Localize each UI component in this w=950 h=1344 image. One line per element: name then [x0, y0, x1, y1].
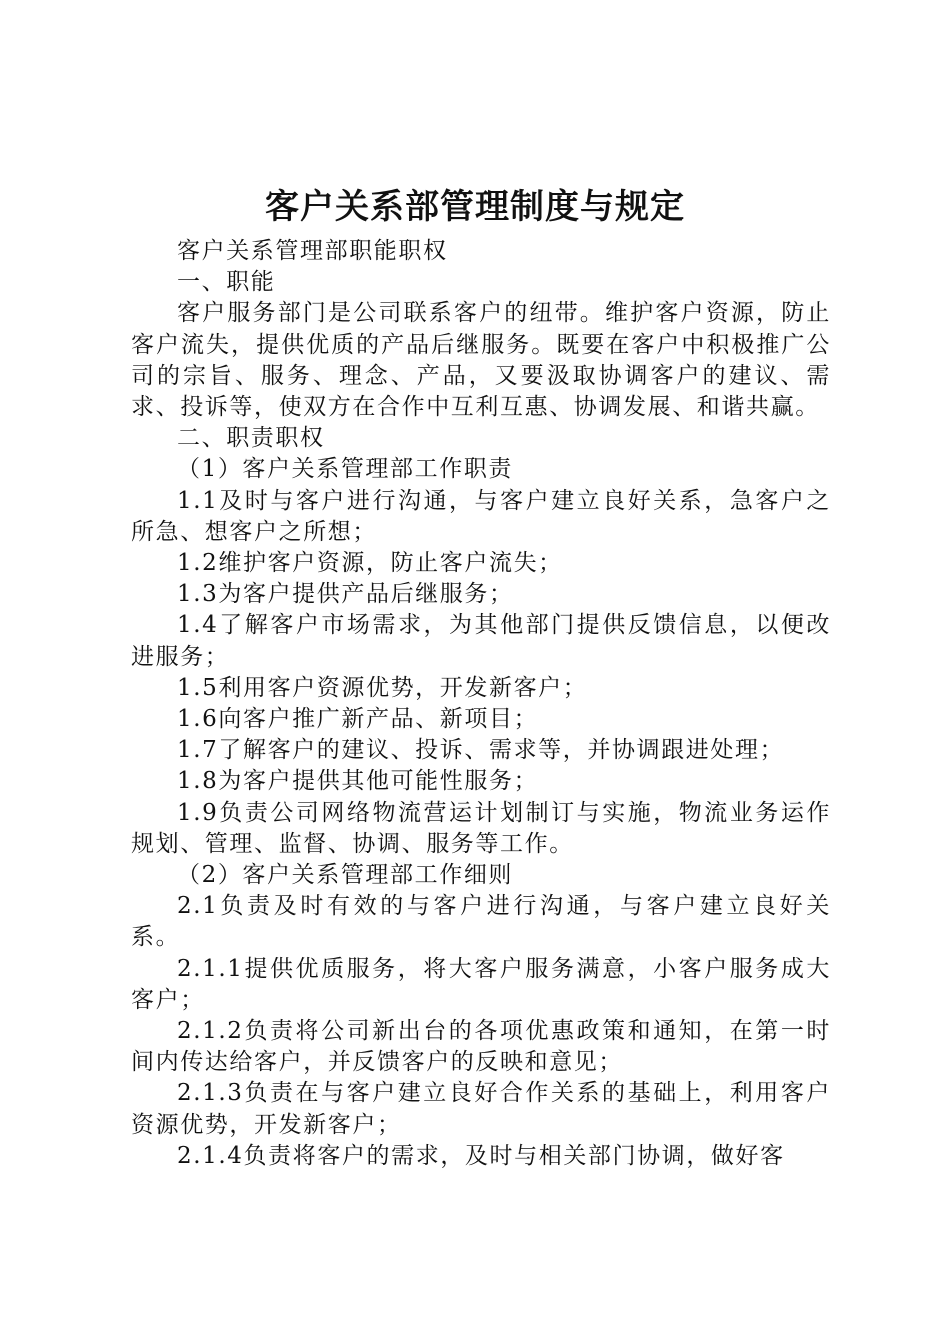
list-item: 2.1.1提供优质服务，将大客户服务满意，小客户服务成大客户； [131, 955, 831, 1013]
list-item: 1.8为客户提供其他可能性服务； [177, 768, 539, 795]
section-heading: 一、职能 [177, 269, 276, 296]
document-title: 客户关系部管理制度与规定 [265, 187, 685, 227]
list-item: 1.5利用客户资源优势，开发新客户； [177, 674, 588, 701]
list-item: 2.1.3负责在与客户建立良好合作关系的基础上，利用客户资源优势，开发新客户； [131, 1080, 831, 1138]
list-item: 1.3为客户提供产品后继服务； [177, 581, 514, 608]
list-item: 1.7了解客户的建议、投诉、需求等，并协调跟进处理； [177, 737, 785, 764]
list-item: 1.2维护客户资源，防止客户流失； [177, 550, 563, 577]
list-item: 2.1负责及时有效的与客户进行沟通，与客户建立良好关系。 [131, 893, 831, 951]
list-item: 1.6向客户推广新产品、新项目； [177, 706, 539, 733]
document-body [131, 236, 831, 1172]
list-item: 1.4了解客户市场需求，为其他部门提供反馈信息，以便改进服务； [131, 612, 831, 670]
list-item: 2.1.4负责将客户的需求，及时与相关部门协调，做好客 [177, 1142, 785, 1169]
subsection-heading: （2）客户关系管理部工作细则 [177, 862, 514, 889]
subsection-heading: （1）客户关系管理部工作职责 [177, 456, 514, 483]
section-heading: 二、职责职权 [177, 425, 325, 452]
paragraph: 客户服务部门是公司联系客户的纽带。维护客户资源，防止客户流失，提供优质的产品后继服务。既要在客户中积极推广公司的宗旨、服务、理念、产品，又要汲取协调客户的建议、需求、投诉等，使双方在合作中互利互惠、协调发展、和谐共赢。 [131, 300, 831, 421]
section-heading: 客户关系管理部职能职权 [177, 238, 448, 264]
list-item: 1.1及时与客户进行沟通，与客户建立良好关系，急客户之所急、想客户之所想； [131, 487, 831, 545]
list-item: 1.9负责公司网络物流营运计划制订与实施，物流业务运作规划、管理、监督、协调、服务等工作。 [131, 799, 831, 857]
list-item: 2.1.2负责将公司新出台的各项优惠政策和通知，在第一时间内传达给客户，并反馈客户的反映和意见； [131, 1018, 831, 1076]
